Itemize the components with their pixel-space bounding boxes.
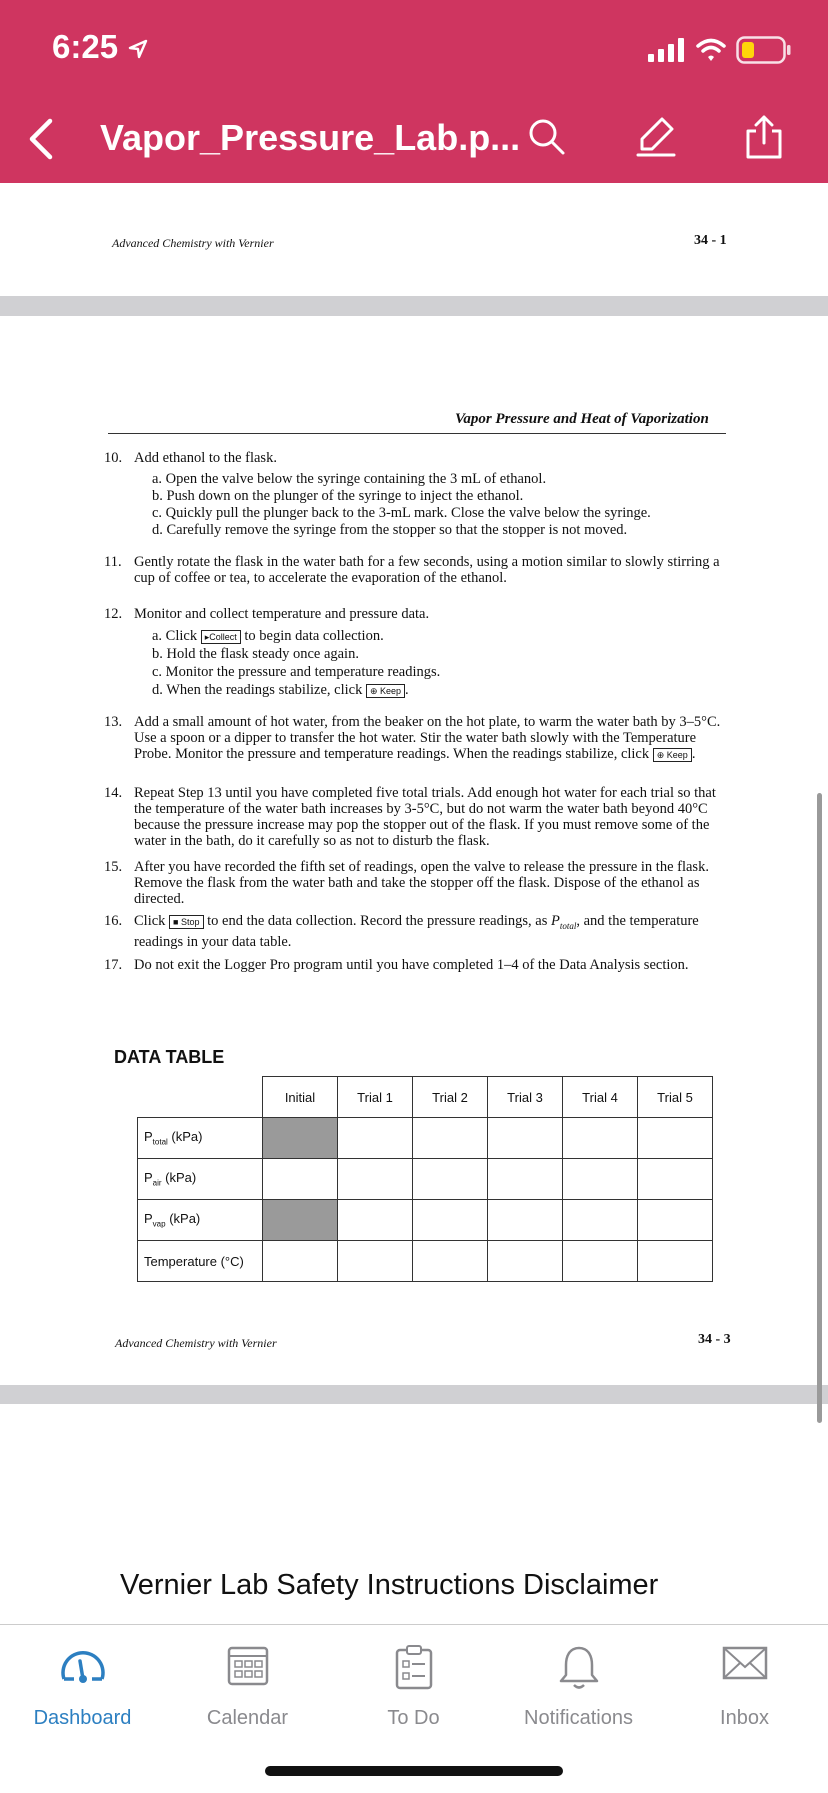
step-12: 12. Monitor and collect temperature and pressure data. bbox=[104, 606, 430, 622]
inbox-icon bbox=[721, 1645, 769, 1681]
tab-inbox[interactable]: Inbox bbox=[662, 1625, 827, 1735]
page-footer: Advanced Chemistry with Vernier bbox=[115, 1336, 277, 1350]
column-header: Trial 5 bbox=[638, 1077, 713, 1118]
calendar-icon bbox=[226, 1645, 270, 1687]
share-icon[interactable] bbox=[740, 113, 788, 161]
data-table-title: DATA TABLE bbox=[114, 1047, 225, 1067]
table-row bbox=[138, 1118, 713, 1159]
search-icon[interactable] bbox=[523, 113, 571, 161]
step-12-substeps: a. Click ▸Collect to begin data collection. b. Hold the flask steady once again. c. Monitor the pressure and temperature readings. d. When the readings stabilize, click ⊕ Keep . bbox=[152, 628, 441, 698]
tab-dashboard[interactable]: Dashboard bbox=[0, 1625, 165, 1735]
step-14: 14. Repeat Step 13 until you have completed five total trials. Add enough hot water for each trial so that the temperature of the water bath increases by 3-5°C, but do not warm the water bath beyond 40°C because the pressure increase may pop the stopper out of the flask. If you must remove some of the water in the bath, do it carefully so as not to disturb the flask. bbox=[104, 785, 716, 849]
step-15: 15. After you have recorded the fifth set of readings, open the valve to release the pressure in the flask. Remove the flask from the water bath and take the stopper off the flask. Dispose of the ethanol as directed. bbox=[104, 859, 709, 907]
battery-icon bbox=[736, 36, 792, 64]
tab-to-do[interactable]: To Do bbox=[331, 1625, 496, 1735]
navigation-bar bbox=[0, 95, 828, 183]
status-time: 6:25 bbox=[52, 28, 149, 66]
column-header: Trial 1 bbox=[338, 1077, 413, 1118]
cellular-signal-icon bbox=[648, 38, 686, 62]
table-row bbox=[138, 1159, 713, 1200]
step-11: 11. Gently rotate the flask in the water bath for a few seconds, using a motion similar to slowly stirring a cup of coffee or tea, to accelerate the evaporation of the ethanol. bbox=[104, 554, 720, 586]
step-16: 16. Click ■ Stop to end the data collection. Record the pressure readings, as $P_{total}$, and the temperature readings in your data table. bbox=[104, 913, 699, 950]
row-label: $P_{vap}$ (kPa) bbox=[138, 1200, 263, 1241]
step-10: 10. Add ethanol to the flask. bbox=[104, 450, 277, 466]
title-rule bbox=[108, 433, 726, 434]
data-table bbox=[137, 1076, 713, 1282]
step-13: 13. Add a small amount of hot water, from the beaker on the hot plate, to warm the water bath by 3–5°C. Use a spoon or a dipper to transfer the hot water. Stir the water bath slowly with the Temperature Probe. Monitor the pressure and temperature readings. When the readings stabilize, click ⊕ Keep . bbox=[104, 714, 721, 762]
bell-icon bbox=[557, 1645, 601, 1691]
next-page-title: Vernier Lab Safety Instructions Disclaimer bbox=[120, 1569, 659, 1601]
row-label: Temperature (°C) bbox=[138, 1241, 263, 1282]
back-chevron-icon[interactable] bbox=[22, 113, 62, 165]
home-indicator[interactable] bbox=[265, 1766, 563, 1776]
scrollbar[interactable] bbox=[817, 793, 822, 1423]
dashboard-icon bbox=[58, 1645, 108, 1685]
location-arrow-icon bbox=[127, 38, 149, 60]
page-title: Vapor Pressure and Heat of Vaporization bbox=[455, 411, 709, 427]
todo-icon bbox=[394, 1645, 434, 1691]
pdf-viewer[interactable] bbox=[0, 183, 828, 1624]
status-bar bbox=[0, 0, 828, 95]
keep-button-image-2: ⊕ Keep bbox=[653, 748, 692, 762]
column-header: Trial 2 bbox=[413, 1077, 488, 1118]
collect-button-image: ▸Collect bbox=[201, 630, 241, 644]
column-header: Trial 4 bbox=[563, 1077, 638, 1118]
highlighter-icon[interactable] bbox=[632, 113, 680, 161]
document-title: Vapor_Pressure_Lab.p... bbox=[100, 117, 521, 158]
page-number: 34 - 3 bbox=[698, 1332, 731, 1347]
stop-button-image: ■ Stop bbox=[169, 915, 203, 929]
table-header-row bbox=[138, 1077, 713, 1118]
step-10-substeps: a. Open the valve below the syringe containing the 3 mL of ethanol. b. Push down on the plunger of the syringe to inject the ethanol. c. Quickly pull the plunger back to the 3-mL mark. Close the valve below the syringe. d. Carefully remove the syringe from the stopper so that the stopper is not moved. bbox=[152, 471, 651, 538]
column-header: Initial bbox=[263, 1077, 338, 1118]
tab-notifications[interactable]: Notifications bbox=[496, 1625, 661, 1735]
tab-calendar[interactable]: Calendar bbox=[165, 1625, 330, 1735]
row-label: $P_{total}$ (kPa) bbox=[138, 1118, 263, 1159]
page-number-prev: 34 - 1 bbox=[694, 233, 727, 248]
page-separator bbox=[0, 296, 828, 316]
step-17: 17. Do not exit the Logger Pro program until you have completed 1–4 of the Data Analysis section. bbox=[104, 957, 689, 973]
table-row bbox=[138, 1200, 713, 1241]
wifi-icon bbox=[696, 38, 726, 62]
table-row bbox=[138, 1241, 713, 1282]
page-footer-prev: Advanced Chemistry with Vernier bbox=[112, 236, 274, 250]
page-separator bbox=[0, 1385, 828, 1404]
column-header: Trial 3 bbox=[488, 1077, 563, 1118]
keep-button-image: ⊕ Keep bbox=[366, 684, 405, 698]
row-label: $P_{air}$ (kPa) bbox=[138, 1159, 263, 1200]
